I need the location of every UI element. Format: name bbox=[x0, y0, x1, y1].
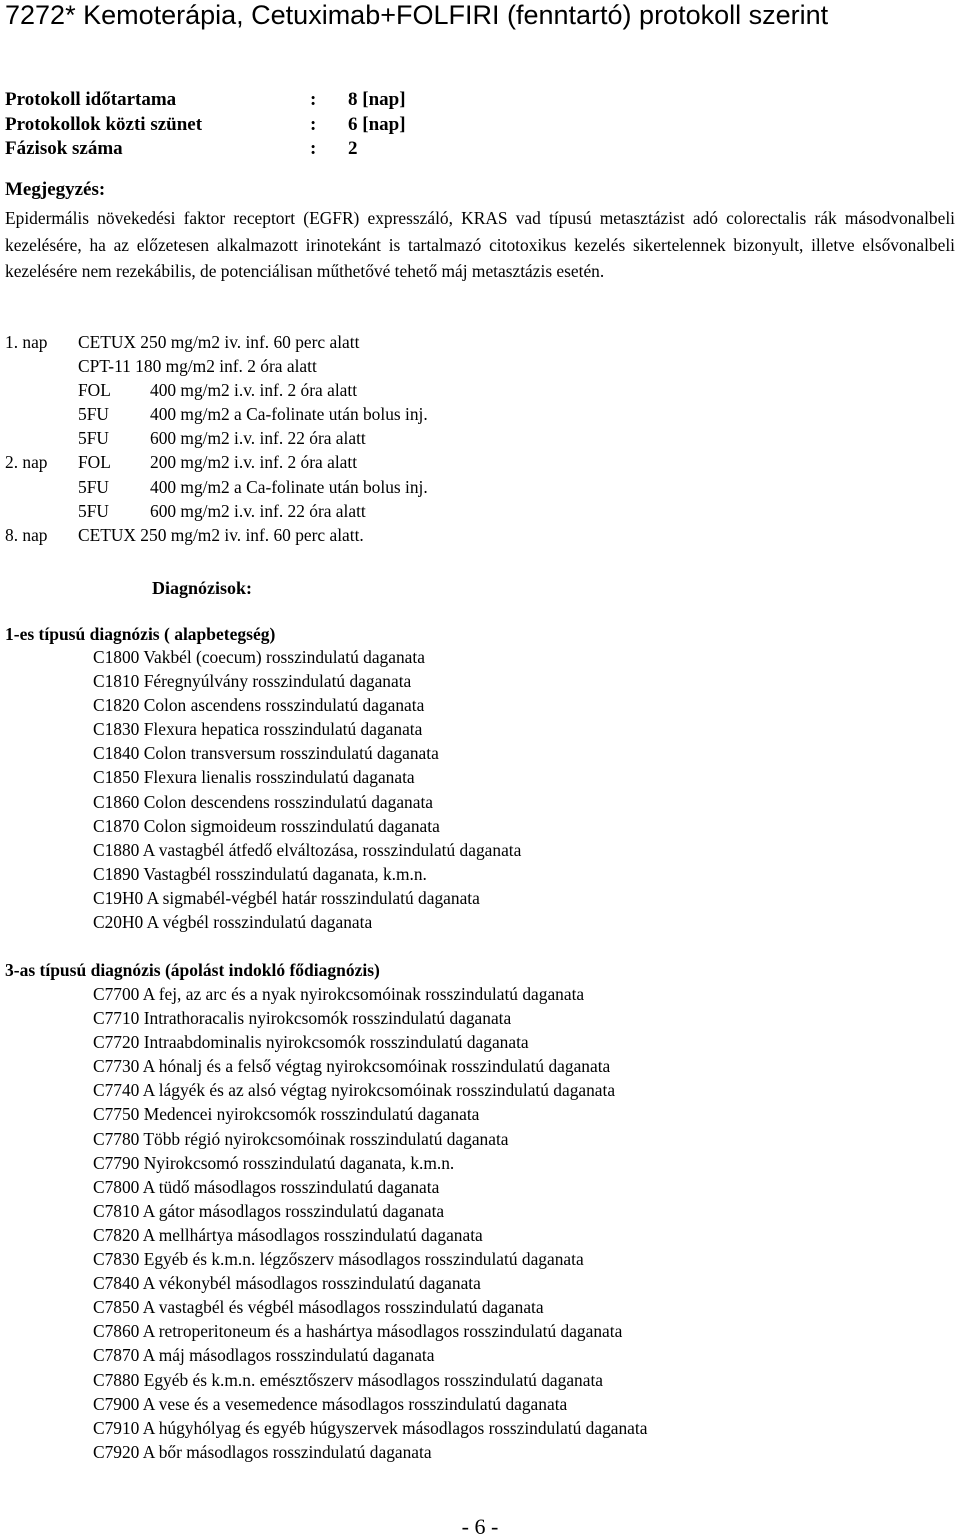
schedule-day: 8. nap bbox=[5, 524, 48, 545]
diagnosis-item: C7700 A fej, az arc és a nyak nyirokcsomóinak rosszindulatú daganata bbox=[93, 984, 585, 1004]
diagnosis-item: C7780 Több régió nyirokcsomóinak rosszindulatú daganata bbox=[93, 1128, 509, 1149]
meta-label: Protokollok közti szünet bbox=[5, 113, 203, 135]
diagnosis-item: C7800 A tüdő másodlagos rosszindulatú daganata bbox=[93, 1176, 440, 1197]
schedule-drug: FOL bbox=[78, 452, 111, 473]
diagnosis-item: C7840 A vékonybél másodlagos rosszindulatú daganata bbox=[93, 1273, 481, 1294]
schedule-dose: 400 mg/m2 a Ca-folinate után bolus inj. bbox=[150, 476, 428, 497]
schedule-day: 2. nap bbox=[5, 452, 48, 473]
diagnosis-item: C1830 Flexura hepatica rosszindulatú daganata bbox=[93, 719, 423, 740]
meta-colon: : bbox=[310, 113, 317, 135]
diagnosis-item: C7880 Egyéb és k.m.n. emésztőszerv másodlagos rosszindulatú daganata bbox=[93, 1369, 604, 1390]
diagnosis-item: C7790 Nyirokcsomó rosszindulatú daganata, k.m.n. bbox=[93, 1152, 455, 1173]
diagnosis-item: C7900 A vese és a vesemedence másodlagos rosszindulatú daganata bbox=[93, 1393, 568, 1414]
diagnosis-item: C7860 A retroperitoneum és a hashártya másodlagos rosszindulatú daganata bbox=[93, 1321, 623, 1342]
meta-value: 8 [nap] bbox=[348, 89, 406, 110]
meta-value: 6 [nap] bbox=[348, 113, 406, 135]
diagnoses-title: Diagnózisok: bbox=[152, 578, 253, 598]
note-text: Epidermális növekedési faktor receptort (EGFR) expresszáló, KRAS vad típusú metasztázist adó colorectalis rák másodvonalbeli kezelésére, ha az előzetesen alkalmazott irinotekánt is tartalmazó citotoxikus kezelés sikertelennek bizonyult, illetve elsővonalbeli kezelésére nem rezekábilis, de potenciálisan műthetővé tehető máj metasztázis esetén. bbox=[5, 208, 955, 281]
meta-label: Protokoll időtartama bbox=[5, 89, 177, 110]
diagnosis-item: C7820 A mellhártya másodlagos rosszindulatú daganata bbox=[93, 1224, 483, 1245]
diagnosis-item: C1890 Vastagbél rosszindulatú daganata, k.m.n. bbox=[93, 863, 427, 884]
meta-value: 2 bbox=[348, 138, 358, 159]
diagnosis-item: C19H0 A sigmabél-végbél határ rosszindulatú daganata bbox=[93, 887, 480, 908]
diagnosis-list-type1 bbox=[93, 645, 521, 934]
schedule-dose: 400 mg/m2 i.v. inf. 2 óra alatt bbox=[150, 380, 358, 401]
diagnosis-item: C7910 A húgyhólyag és egyéb húgyszervek másodlagos rosszindulatú daganata bbox=[93, 1417, 648, 1438]
schedule-text: CETUX 250 mg/m2 iv. inf. 60 perc alatt. bbox=[78, 524, 364, 545]
note-heading: Megjegyzés: bbox=[5, 179, 106, 200]
diagnosis-item: C7870 A máj másodlagos rosszindulatú daganata bbox=[93, 1345, 435, 1366]
diagnosis-group-heading-type3: 3-as típusú diagnózis (ápolást indokló fődiagnózis) bbox=[5, 960, 380, 980]
schedule-dose: 200 mg/m2 i.v. inf. 2 óra alatt bbox=[150, 452, 358, 473]
diagnosis-item: C7730 A hónalj és a felső végtag nyirokcsomóinak rosszindulatú daganata bbox=[93, 1056, 611, 1077]
diagnosis-item: C1860 Colon descendens rosszindulatú daganata bbox=[93, 791, 434, 812]
schedule-dose: 400 mg/m2 a Ca-folinate után bolus inj. bbox=[150, 404, 428, 425]
schedule-drug: 5FU bbox=[78, 476, 109, 497]
diagnosis-item: C7750 Medencei nyirokcsomók rosszindulatú daganata bbox=[93, 1104, 480, 1125]
diagnosis-item: C1800 Vakbél (coecum) rosszindulatú daganata bbox=[93, 647, 425, 667]
diagnosis-item: C1840 Colon transversum rosszindulatú daganata bbox=[93, 743, 439, 764]
diagnosis-item: C7720 Intraabdominalis nyirokcsomók rosszindulatú daganata bbox=[93, 1032, 529, 1053]
schedule-day: 1. nap bbox=[5, 332, 48, 352]
diagnosis-item: C1850 Flexura lienalis rosszindulatú daganata bbox=[93, 767, 415, 788]
page-number: - 6 - bbox=[461, 1514, 499, 1539]
schedule-dose: 600 mg/m2 i.v. inf. 22 óra alatt bbox=[150, 500, 366, 521]
diagnosis-item: C1870 Colon sigmoideum rosszindulatú daganata bbox=[93, 815, 440, 836]
diagnosis-item: C7850 A vastagbél és végbél másodlagos rosszindulatú daganata bbox=[93, 1297, 544, 1318]
meta-label: Fázisok száma bbox=[5, 138, 123, 159]
diagnosis-item: C7710 Intrathoracalis nyirokcsomók rosszindulatú daganata bbox=[93, 1008, 512, 1029]
diagnosis-item: C1820 Colon ascendens rosszindulatú daganata bbox=[93, 695, 425, 716]
meta-colon: : bbox=[310, 138, 317, 159]
diagnosis-group-heading-type1: 1-es típusú diagnózis ( alapbetegség) bbox=[5, 624, 276, 644]
diagnosis-item: C1810 Féregnyúlvány rosszindulatú daganata bbox=[93, 671, 412, 692]
schedule-drug: 5FU bbox=[78, 500, 109, 521]
diagnosis-item: C7920 A bőr másodlagos rosszindulatú daganata bbox=[93, 1441, 432, 1462]
diagnosis-item: C1880 A vastagbél átfedő elváltozása, rosszindulatú daganata bbox=[93, 839, 522, 860]
schedule-drug: 5FU bbox=[78, 404, 109, 425]
diagnosis-item: C20H0 A végbél rosszindulatú daganata bbox=[93, 912, 373, 933]
document-title: 7272* Kemoterápia, Cetuximab+FOLFIRI (fenntartó) protokoll szerint bbox=[5, 0, 829, 30]
schedule-drug: FOL bbox=[78, 380, 111, 401]
diagnosis-list-type3 bbox=[93, 982, 647, 1464]
schedule-text: CPT-11 180 mg/m2 inf. 2 óra alatt bbox=[78, 356, 317, 377]
diagnosis-item: C7830 Egyéb és k.m.n. légzőszerv másodlagos rosszindulatú daganata bbox=[93, 1249, 584, 1270]
schedule-drug: 5FU bbox=[78, 428, 109, 449]
diagnosis-item: C7810 A gátor másodlagos rosszindulatú daganata bbox=[93, 1200, 445, 1221]
meta-colon: : bbox=[310, 89, 317, 110]
diagnosis-item: C7740 A lágyék és az alsó végtag nyirokcsomóinak rosszindulatú daganata bbox=[93, 1080, 616, 1101]
schedule-dose: 600 mg/m2 i.v. inf. 22 óra alatt bbox=[150, 428, 366, 449]
schedule-text: CETUX 250 mg/m2 iv. inf. 60 perc alatt bbox=[78, 332, 360, 352]
